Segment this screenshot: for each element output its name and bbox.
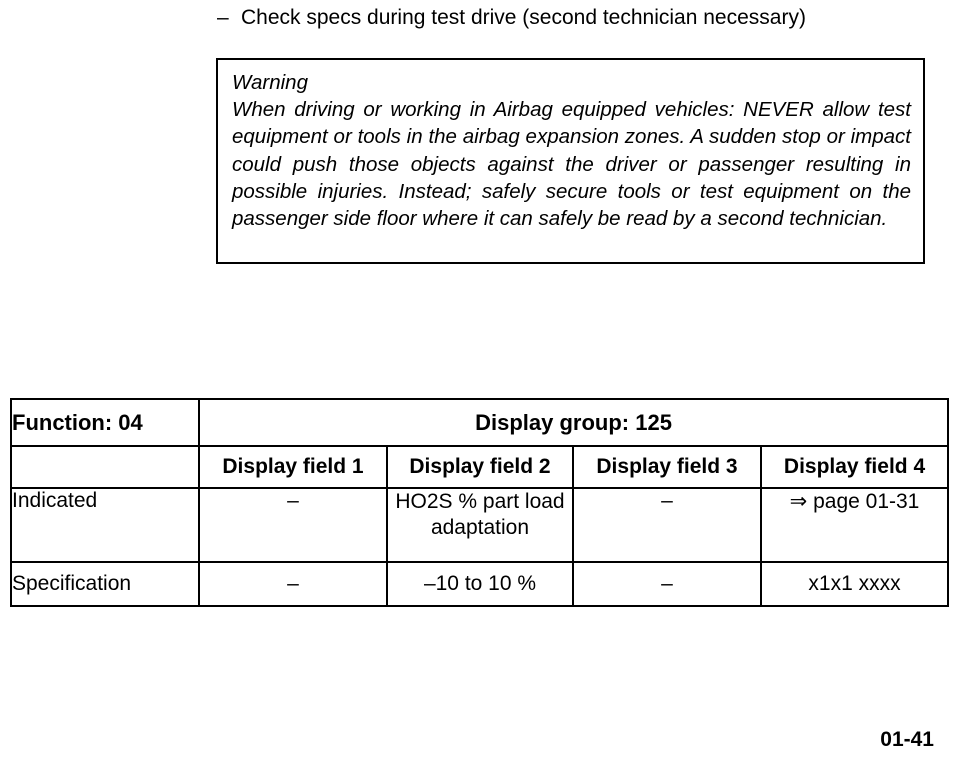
display-group-table: [10, 398, 949, 607]
header-display-field-3: Display field 3: [573, 446, 761, 488]
table-header-row: [11, 446, 948, 488]
step-bullet: –: [217, 6, 229, 29]
function-label: Function: 04: [11, 399, 199, 446]
indicated-field-1: –: [199, 488, 387, 562]
indicated-field-4-page-reference: ⇒ page 01-31: [761, 488, 948, 562]
header-display-field-1: Display field 1: [199, 446, 387, 488]
specification-field-1: –: [199, 562, 387, 606]
display-group-label: Display group: 125: [199, 399, 948, 446]
indicated-field-2: HO2S % part load adaptation: [387, 488, 573, 562]
header-display-field-4: Display field 4: [761, 446, 948, 488]
row-label-specification: Specification: [11, 562, 199, 606]
step-text: Check specs during test drive (second technician necessary): [241, 6, 806, 29]
test-drive-step: [217, 6, 806, 30]
airbag-warning-box: [216, 58, 925, 264]
table-title-row: [11, 399, 948, 446]
specification-field-2: –10 to 10 %: [387, 562, 573, 606]
specification-field-4: x1x1 xxxx: [761, 562, 948, 606]
header-empty: [11, 446, 199, 488]
warning-title: Warning: [232, 71, 308, 94]
indicated-field-3: –: [573, 488, 761, 562]
specification-field-3: –: [573, 562, 761, 606]
page-number: 01-41: [880, 728, 934, 751]
warning-body: When driving or working in Airbag equipped vehicles: NEVER allow test equipment or tools in the airbag expansion zones. A sudden stop or impact could push those objects against the driver or passenger resulting in possible injuries. Instead; safely secure tools or test equipment on the passenger side floor where it can safely be read by a second technician.: [232, 98, 911, 231]
table-row-specification: [11, 562, 948, 606]
header-display-field-2: Display field 2: [387, 446, 573, 488]
table-row-indicated: [11, 488, 948, 562]
row-label-indicated: Indicated: [11, 488, 199, 562]
